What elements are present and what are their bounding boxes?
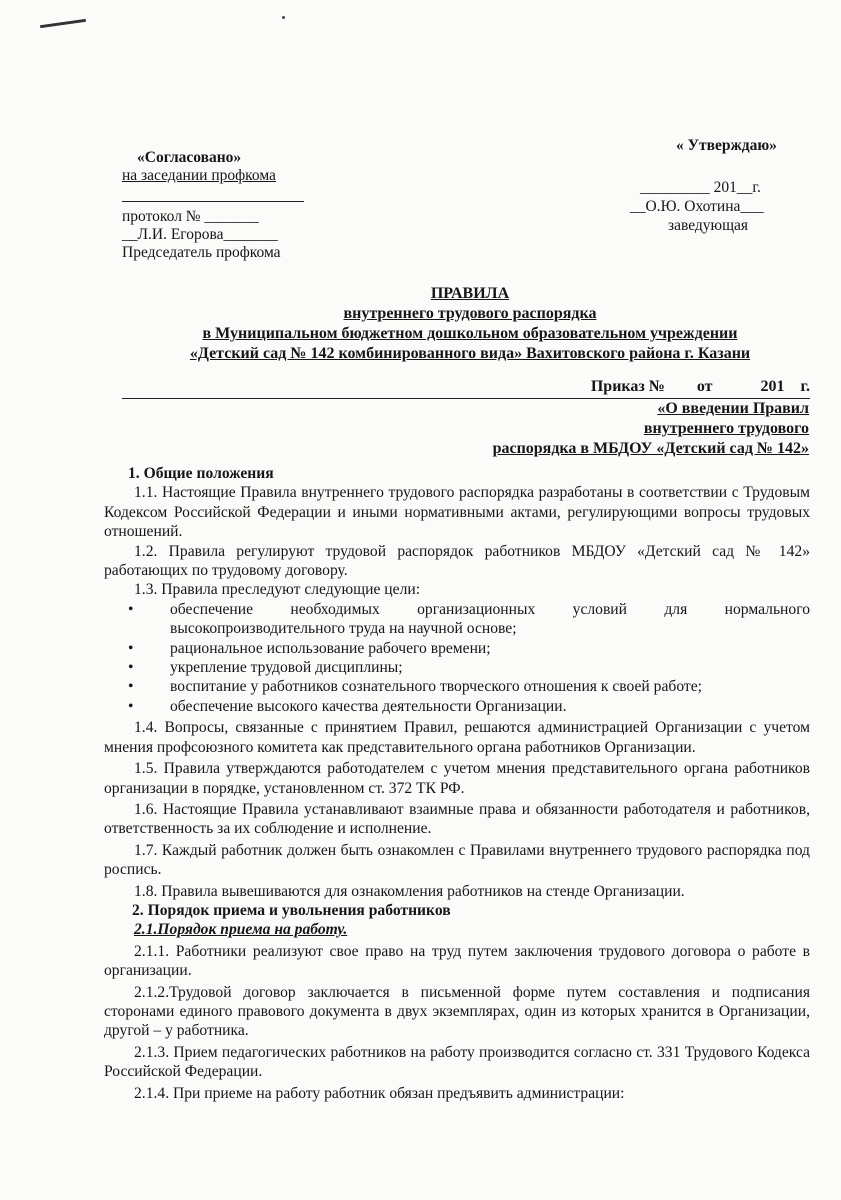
paragraph-1-5: 1.5. Правила утверждаются работодателем с учетом мнения представительного органа работников организации в порядке, установленном ст. 372 ТК РФ. [104, 760, 810, 797]
bullet-icon: • [128, 659, 134, 677]
paragraph-2-1-4: 2.1.4. При приеме на работу работник обязан предъявить администрации: [134, 1084, 625, 1102]
list-item [104, 639, 810, 658]
list-item-text: обеспечение высокого качества деятельности Организации. [170, 697, 567, 715]
bullet-icon: • [128, 678, 134, 696]
paragraph-1-1: 1.1. Настоящие Правила внутреннего трудового распорядка разработаны в соответствии с Трудовым Кодексом Российской Федерации и иными нормативными актами, регулирующими вопросы трудовых отношений. [104, 484, 810, 541]
list-item [104, 600, 810, 639]
approved-right-role: заведующая [668, 217, 749, 234]
approved-left-protocol: протокол № _______ [122, 208, 259, 225]
scan-dot [282, 16, 285, 19]
bullet-icon: • [128, 600, 134, 618]
title-line2: внутреннего трудового распорядка [343, 305, 597, 322]
paragraph-1-3: 1.3. Правила преследуют следующие цели: [134, 581, 421, 599]
section-1-title: 1. Общие положения [128, 465, 274, 482]
document-body [104, 464, 810, 1103]
paragraph-1-4: 1.4. Вопросы, связанные с принятием Правил, решаются администрацией Организации с учетом мнения профсоюзного комитета как представительного органа работников Организации. [104, 719, 810, 756]
order-sub1: «О введении Правил [657, 400, 809, 417]
paragraph-2-1-1: 2.1.1. Работники реализуют свое право на труд путем заключения трудового договора о работе в организации. [104, 942, 810, 980]
approved-left-title: «Согласовано» [137, 149, 242, 166]
goals-list [104, 600, 810, 716]
list-item [104, 658, 810, 677]
title-line1: ПРАВИЛА [430, 285, 510, 302]
list-item-text: обеспечение необходимых организационных условий для нормального высокопроизводительного труда на научной основе; [170, 600, 810, 638]
list-item-text: воспитание у работников сознательного творческого отношения к своей работе; [170, 678, 702, 696]
approved-right-signer: __О.Ю. Охотина___ [630, 198, 764, 215]
approved-left-blank [122, 189, 304, 202]
paragraph-1-2: 1.2. Правила регулируют трудовой распорядок работников МБДОУ «Детский сад № 142» работающих по трудовому договору. [104, 542, 810, 580]
paragraph-2-1-3: 2.1.3. Прием педагогических работников на работу производится согласно ст. 331 Трудового Кодекса Российской Федерации. [104, 1043, 810, 1081]
list-item [104, 697, 810, 716]
paragraph-1-8: 1.8. Правила вывешиваются для ознакомления работников на стенде Организации. [134, 882, 685, 900]
list-item [104, 677, 810, 696]
scan-mark [40, 19, 86, 28]
paragraph-1-6: 1.6. Настоящие Правила устанавливают взаимные права и обязанности работодателя и работников, ответственность за их соблюдение и исполнение. [104, 800, 810, 838]
approved-left-line1: на заседании профкома [122, 167, 276, 184]
document-title [120, 284, 820, 364]
bullet-icon: • [128, 639, 134, 657]
order-sub2: внутреннего трудового [643, 420, 809, 437]
section-2-title: 2. Порядок приема и увольнения работников [132, 901, 451, 919]
order-line [122, 378, 810, 399]
bullet-icon: • [128, 697, 134, 715]
subsection-2-1-title: 2.1.Порядок приема на работу. [134, 921, 348, 939]
list-item-text: рациональное использование рабочего времени; [170, 639, 491, 657]
approved-left-role: Председатель профкома [122, 244, 281, 261]
order-text: Приказ № от 201 г. [590, 378, 810, 395]
approved-right-date: _________ 201__г. [640, 179, 761, 196]
title-line3: в Муниципальном бюджетном дошкольном образовательном учреждении [202, 325, 738, 342]
title-line4: «Детский сад № 142 комбинированного вида» Вахитовского района г. Казани [189, 345, 751, 362]
approved-right-title: « Утверждаю» [676, 137, 777, 154]
approved-left-signer: __Л.И. Егорова_______ [122, 226, 278, 243]
order-sub3: распорядка в МБДОУ «Детский сад № 142» [492, 440, 809, 457]
paragraph-1-7: 1.7. Каждый работник должен быть ознакомлен с Правилами внутреннего трудового распорядка под роспись. [104, 841, 810, 879]
paragraph-2-1-2: 2.1.2.Трудовой договор заключается в письменной форме путем составления и подписания сторонами единого правового документа в двух экземплярах, один из которых хранится в Организации, другой – у работника. [104, 983, 810, 1040]
list-item-text: укрепление трудовой дисциплины; [170, 659, 403, 677]
